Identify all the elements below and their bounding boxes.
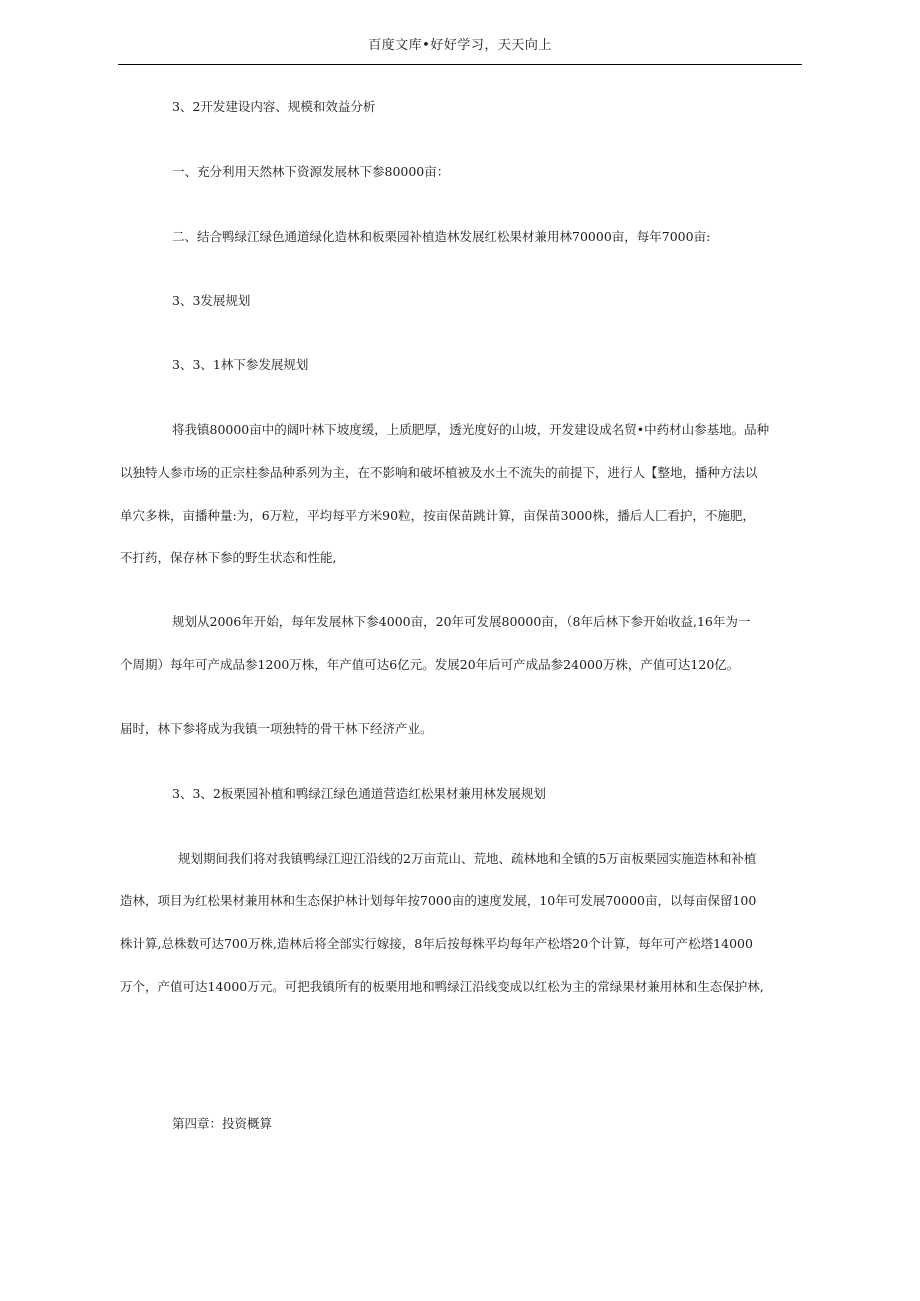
paragraph-line: 将我镇80000亩中的阔叶林下坡度缓，上质肥厚，透光度好的山坡，开发建设成名贸•中药材山参基地。品种 bbox=[172, 422, 770, 437]
list-item-2: 二、结合鸭绿江绿色通道绿化造林和板栗园补植造林发展红松果材兼用林70000亩，每年7000亩: bbox=[172, 229, 711, 244]
paragraph-line: 单穴多株，亩播种量:为，6万粒，平均每平方米90粒，按亩保苗跳计算，亩保苗3000株，播后人匚看护，不施肥， bbox=[120, 508, 755, 523]
paragraph-line: 造林，项目为红松果材兼用林和生态保护林计划每年按7000亩的速度发展，10年可发展70000亩，以每亩保留100 bbox=[120, 893, 757, 908]
paragraph-line: 不打药，保存林下参的野生状态和性能, bbox=[120, 550, 337, 565]
paragraph-line: 株计算,总株数可达700万株,造林后将全部实行嫁接，8年后按每株平均每年产松塔20个计算，每年可产松塔14000 bbox=[120, 936, 753, 951]
paragraph-line: 届时，林下参将成为我镇一项独特的骨干林下经济产业。 bbox=[120, 721, 433, 736]
paragraph-line: 万个，产值可达14000万元。可把我镇所有的板栗用地和鸭绿江沿线变成以红松为主的常绿果材兼用林和生态保护林, bbox=[120, 979, 764, 994]
paragraph-line: 以独特人参市场的正宗柱参品种系列为主，在不影响和破坏植被及水土不流失的前提下，进行人【整地，播种方法以 bbox=[120, 465, 758, 480]
section-heading-3-2: 3、2开发建设内容、规模和效益分析 bbox=[172, 99, 376, 114]
section-heading-3-3-2: 3、3、2板栗园补植和鸭绿江绿色通道营造红松果材兼用林发展规划 bbox=[172, 786, 546, 801]
paragraph-line: 个周期）每年可产成品参1200万株，年产值可达6亿元。发展20年后可产成品参24000万株，产值可达120亿。 bbox=[120, 657, 740, 672]
header-divider bbox=[118, 64, 802, 65]
section-heading-3-3: 3、3发展规划 bbox=[172, 293, 251, 308]
paragraph-line: 规划期间我们将对我镇鸭绿江迎江沿线的2万亩荒山、荒地、疏林地和全镇的5万亩板栗园实施造林和补植 bbox=[178, 851, 757, 866]
list-item-1: 一、充分利用天然林下资源发展林下参80000亩： bbox=[172, 164, 450, 179]
paragraph-line: 规划从2006年开始，每年发展林下参4000亩，20年可发展80000亩，（8年后林下参开始收益,16年为一 bbox=[172, 614, 751, 629]
chapter-heading-4: 第四章：投资概算 bbox=[172, 1116, 273, 1131]
section-heading-3-3-1: 3、3、1林下参发展规划 bbox=[172, 357, 309, 372]
page-header: 百度文库•好好学习，天天向上 bbox=[368, 38, 552, 53]
